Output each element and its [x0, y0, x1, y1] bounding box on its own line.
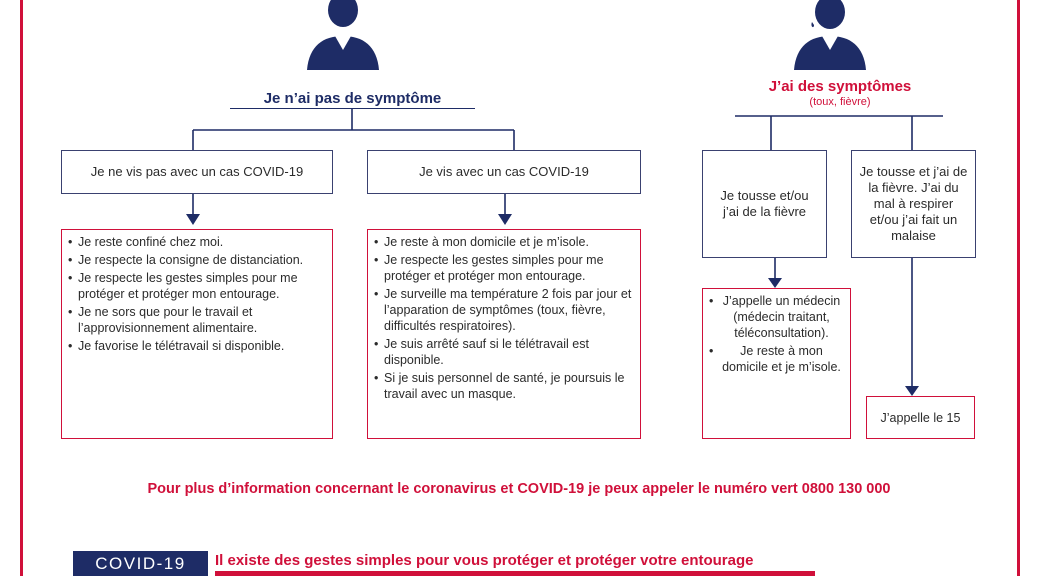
covid-badge: COVID-19: [73, 551, 208, 576]
list-item: • Je respecte les gestes simples pour me protéger et protéger mon entourage.: [374, 252, 634, 284]
list-item: • Je reste à mon domicile et je m’isole.: [374, 234, 634, 250]
arrow-down-icon: [768, 278, 782, 288]
arrow-down-icon: [498, 214, 512, 225]
call-15-label: J’appelle le 15: [880, 410, 961, 425]
symptom-heading: J’ai des symptômes: [768, 78, 912, 95]
branch-severe-label: Je tousse et j’ai de la fièvre. J’ai du mal à respirer et/ou j’ai fait un malaise: [859, 164, 968, 243]
footer-underline: [215, 571, 815, 576]
branch-severe-symptoms: [851, 150, 976, 258]
symptom-subheading: (toux, fièvre): [809, 96, 871, 108]
severe-action: [866, 396, 975, 439]
living-actions: [367, 229, 641, 439]
not-living-actions: [61, 229, 333, 439]
branch-mild-label: Je tousse et/ou j’ai de la fièvre: [720, 188, 809, 219]
list-item: • J’appelle un médecin (médecin traitant, téléconsultation).: [709, 293, 844, 341]
person-icon: [303, 0, 383, 70]
branch-living-label: Je vis avec un cas COVID-19: [419, 164, 589, 179]
list-item: • Si je suis personnel de santé, je poursuis le travail avec un masque.: [374, 370, 634, 402]
branch-mild-symptoms: [702, 150, 827, 258]
branch-not-living-label: Je ne vis pas avec un cas COVID-19: [90, 164, 304, 179]
branch-living-with-case: [367, 150, 641, 194]
list-item: • Je suis arrêté sauf si le télétravail est disponible.: [374, 336, 634, 368]
list-item: • Je reste confiné chez moi.: [68, 234, 326, 250]
list-item: • Je favorise le télétravail si disponible.: [68, 338, 326, 354]
branch-not-living-with-case: [61, 150, 333, 194]
footer-message: Il existe des gestes simples pour vous protéger et protéger votre entourage: [215, 552, 754, 569]
list-item: • Je respecte la consigne de distanciation.: [68, 252, 326, 268]
list-item: • Je surveille ma température 2 fois par jour et l’apparation de symptômes (toux, fièvre, difficultés respiratoires).: [374, 286, 634, 334]
no-symptom-heading: Je n’ai pas de symptôme: [230, 90, 475, 109]
list-item: • Je respecte les gestes simples pour me protéger et protéger mon entourage.: [68, 270, 326, 302]
mild-actions: [702, 288, 851, 439]
list-item: • Je ne sors que pour le travail et l’approvisionnement alimentaire.: [68, 304, 326, 336]
person-sick-icon: [790, 0, 870, 70]
arrow-down-icon: [905, 386, 919, 396]
arrow-down-icon: [186, 214, 200, 225]
list-item: • Je reste à mon domicile et je m’isole.: [709, 343, 844, 375]
info-hotline: Pour plus d’information concernant le coronavirus et COVID-19 je peux appeler le numéro vert 0800 130 000: [147, 481, 891, 497]
